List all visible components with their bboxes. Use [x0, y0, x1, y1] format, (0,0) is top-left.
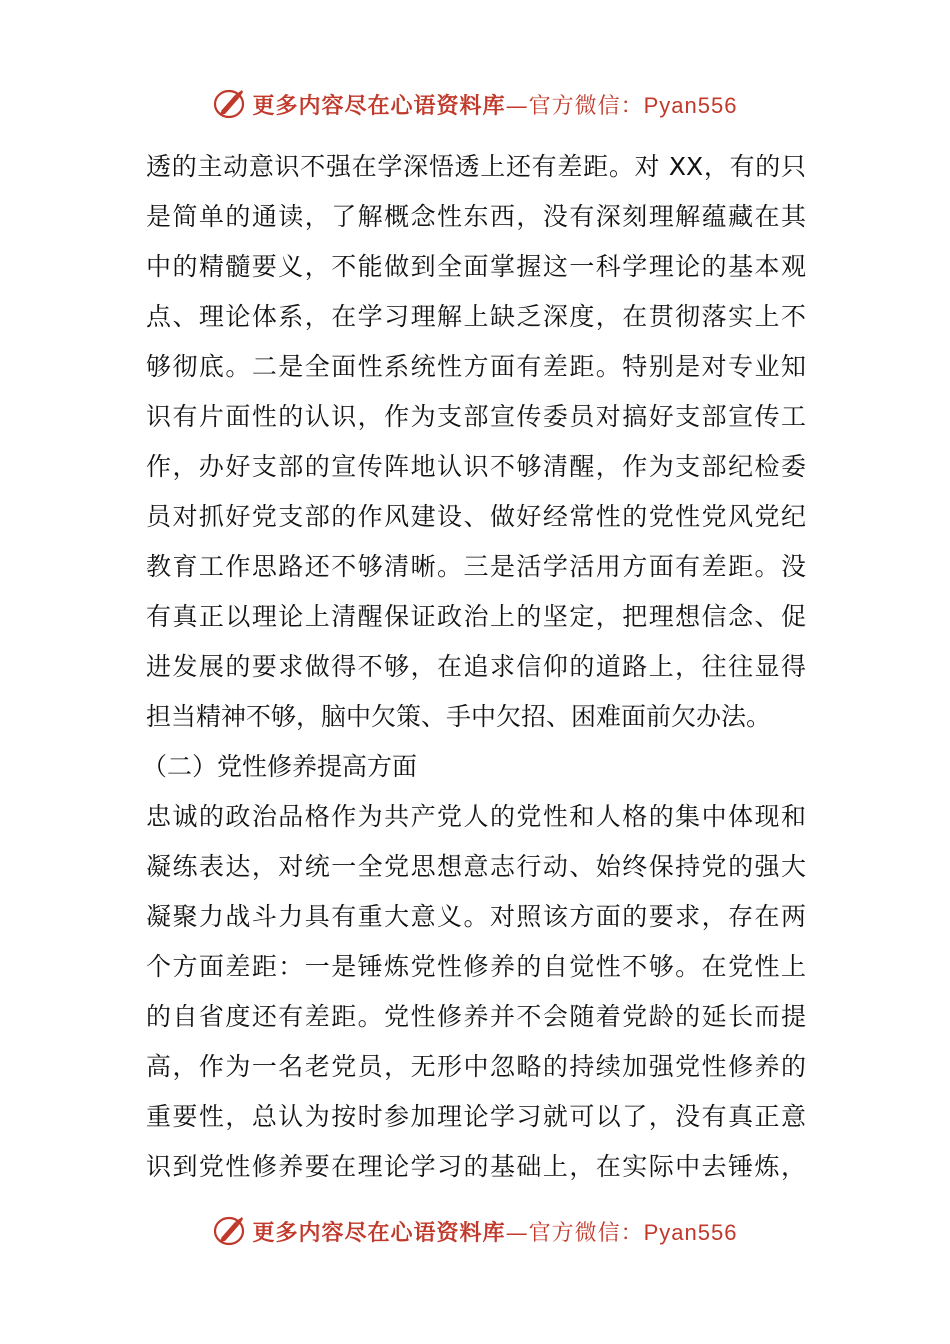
- body-line: 作，办好支部的宣传阵地认识不够清醒，作为支部纪检委: [146, 452, 806, 481]
- section-line: 高，作为一名老党员，无形中忽略的持续加强党性修养的: [146, 1052, 806, 1081]
- body-line: 是简单的通读，了解概念性东西，没有深刻理解蕴藏在其: [146, 202, 806, 231]
- body-line: 够彻底。二是全面性系统性方面有差距。特别是对专业知: [146, 352, 806, 381]
- body-line: 担当精神不够，脑中欠策、手中欠招、困难面前欠办法。: [146, 702, 772, 731]
- section-line: 个方面差距：一是锤炼党性修养的自觉性不够。在党性上: [146, 952, 806, 981]
- document-body: [142, 142, 806, 1192]
- section-heading: （二）党性修养提高方面: [142, 752, 418, 781]
- pen-logo-icon: [213, 1214, 249, 1248]
- body-line: 透的主动意识不强在学深悟透上还有差距。对 XX，有的只: [146, 152, 806, 181]
- section-line: 凝聚力战斗力具有重大意义。对照该方面的要求，存在两: [146, 902, 806, 931]
- section-line: 的自省度还有差距。党性修养并不会随着党龄的延长而提: [146, 1002, 806, 1031]
- body-line: 识有片面性的认识，作为支部宣传委员对搞好支部宣传工: [146, 402, 806, 431]
- section-line: 忠诚的政治品格作为共产党人的党性和人格的集中体现和: [146, 802, 806, 831]
- body-line: 进发展的要求做得不够，在追求信仰的道路上，往往显得: [146, 652, 806, 681]
- section-line: 重要性，总认为按时参加理论学习就可以了，没有真正意: [146, 1102, 806, 1131]
- header-watermark: [0, 84, 950, 124]
- watermark-text: 更多内容尽在心语资料库—官方微信：Pyan556: [252, 92, 738, 119]
- body-line: 教育工作思路还不够清晰。三是活学活用方面有差距。没: [146, 552, 806, 581]
- body-line: 点、理论体系，在学习理解上缺乏深度，在贯彻落实上不: [146, 302, 806, 331]
- body-line: 员对抓好党支部的作风建设、做好经常性的党性党风党纪: [146, 502, 806, 531]
- body-line: 中的精髓要义，不能做到全面掌握这一科学理论的基本观: [146, 252, 806, 281]
- section-line: 识到党性修养要在理论学习的基础上，在实际中去锤炼，: [146, 1152, 806, 1181]
- footer-watermark: [0, 1211, 950, 1251]
- section-line: 凝练表达，对统一全党思想意志行动、始终保持党的强大: [146, 852, 806, 881]
- pen-logo-icon: [213, 87, 249, 121]
- body-line: 有真正以理论上清醒保证政治上的坚定，把理想信念、促: [146, 602, 806, 631]
- watermark-text: 更多内容尽在心语资料库—官方微信：Pyan556: [252, 1219, 738, 1246]
